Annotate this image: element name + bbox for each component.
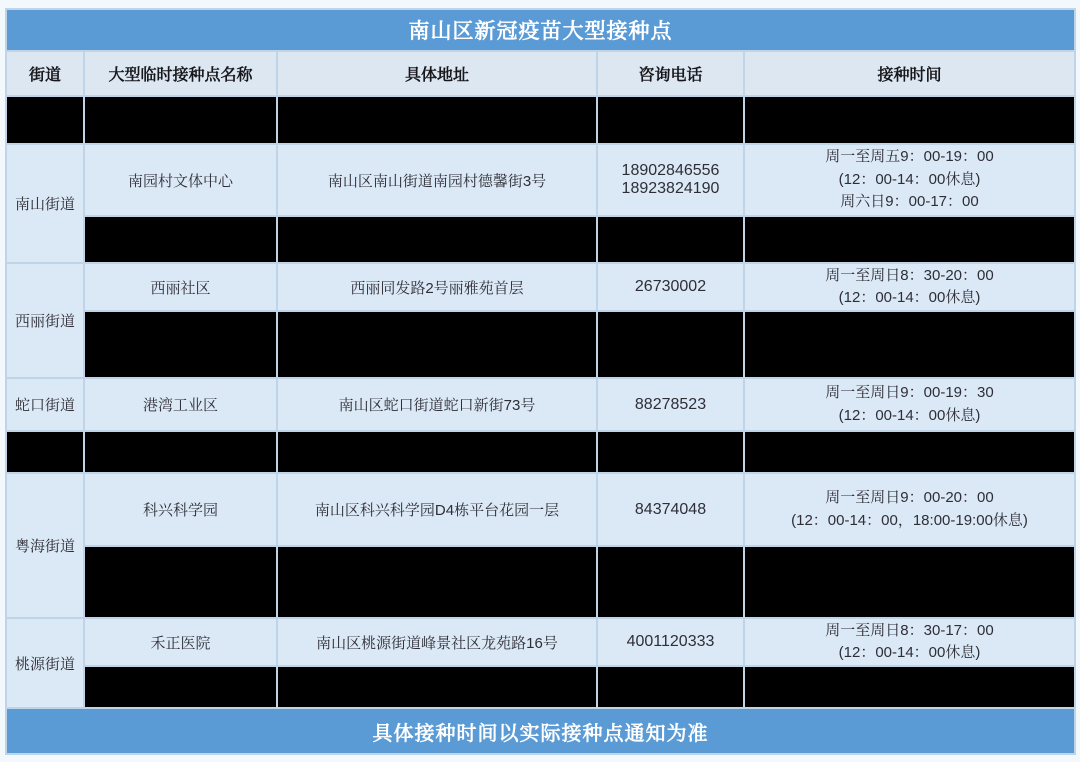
site-name-cell: 港湾工业区 xyxy=(84,378,277,431)
site-name-cell: 南园村文体中心 xyxy=(84,144,277,216)
time-line: (12：00-14：00，18:00-19:00休息) xyxy=(791,511,1028,529)
time-line: 周一至周日8：30-20：00 xyxy=(825,266,994,284)
phone-cell: 4001120333 xyxy=(597,618,744,666)
address-cell: 南山区蛇口街道蛇口新街73号 xyxy=(277,378,597,431)
column-header-time: 接种时间 xyxy=(744,51,1075,96)
site-name-cell: 西丽社区 xyxy=(84,263,277,311)
address-cell: 西丽同发路2号丽雅苑首层 xyxy=(277,263,597,311)
table-row-redacted xyxy=(6,666,1075,708)
site-name-cell: 禾正医院 xyxy=(84,618,277,666)
phone-cell xyxy=(597,144,744,216)
table-row xyxy=(6,378,1075,431)
address-cell: 南山区桃源街道峰景社区龙苑路16号 xyxy=(277,618,597,666)
street-cell: 蛇口街道 xyxy=(6,378,84,431)
redacted-cell xyxy=(277,216,597,263)
table-row xyxy=(6,473,1075,546)
redacted-cell xyxy=(84,216,277,263)
time-cell xyxy=(744,618,1075,666)
table-row xyxy=(6,618,1075,666)
street-cell: 西丽街道 xyxy=(6,263,84,378)
address-cell: 南山区南山街道南园村德馨街3号 xyxy=(277,144,597,216)
redacted-cell xyxy=(597,216,744,263)
phone-line: 18923824190 xyxy=(621,180,720,197)
phone-cell: 26730002 xyxy=(597,263,744,311)
column-header-site-name: 大型临时接种点名称 xyxy=(84,51,277,96)
redacted-cell xyxy=(597,311,744,378)
time-cell xyxy=(744,378,1075,431)
time-line: 周一至周日9：00-20：00 xyxy=(825,489,994,506)
footer-note: 具体接种时间以实际接种点通知为准 xyxy=(6,708,1075,754)
table-title: 南山区新冠疫苗大型接种点 xyxy=(6,9,1075,51)
street-cell: 桃源街道 xyxy=(6,618,84,708)
redacted-cell xyxy=(744,216,1075,263)
redacted-cell xyxy=(744,546,1075,618)
time-line: 周一至周日8：30-17：00 xyxy=(825,621,994,639)
phone-line: 18902846556 xyxy=(621,162,720,179)
time-line: (12：00-14：00休息) xyxy=(838,644,981,661)
phone-cell: 84374048 xyxy=(597,473,744,546)
redacted-cell xyxy=(597,546,744,618)
table-row xyxy=(6,144,1075,216)
redacted-cell xyxy=(277,546,597,618)
table-row-redacted xyxy=(6,431,1075,473)
redacted-cell xyxy=(744,96,1075,144)
table-row-redacted xyxy=(6,216,1075,263)
address-cell: 南山区科兴科学园D4栋平台花园一层 xyxy=(277,473,597,546)
time-cell xyxy=(744,263,1075,311)
redacted-cell xyxy=(597,666,744,708)
redacted-cell xyxy=(84,546,277,618)
redacted-cell xyxy=(84,311,277,378)
redacted-cell xyxy=(84,431,277,473)
time-line: (12：00-14：00休息) xyxy=(838,289,981,306)
redacted-cell xyxy=(6,431,84,473)
street-cell: 粤海街道 xyxy=(6,473,84,618)
column-header-address: 具体地址 xyxy=(277,51,597,96)
time-line: 周六日9：00-17：00 xyxy=(840,193,979,211)
column-header-street: 街道 xyxy=(6,51,84,96)
redacted-cell xyxy=(84,666,277,708)
redacted-cell xyxy=(277,96,597,144)
redacted-cell xyxy=(277,431,597,473)
column-header-phone: 咨询电话 xyxy=(597,51,744,96)
time-line: 周一至周日9：00-19：30 xyxy=(825,384,994,401)
vaccination-sites-table xyxy=(5,8,1076,755)
time-cell xyxy=(744,144,1075,216)
table-row-redacted xyxy=(6,546,1075,618)
site-name-cell: 科兴科学园 xyxy=(84,473,277,546)
phone-cell: 88278523 xyxy=(597,378,744,431)
time-line: (12：00-14：00休息) xyxy=(838,406,981,424)
time-line: (12：00-14：00休息) xyxy=(838,170,981,188)
table-row-redacted xyxy=(6,311,1075,378)
redacted-cell xyxy=(277,311,597,378)
redacted-cell xyxy=(744,666,1075,708)
redacted-cell xyxy=(744,431,1075,473)
redacted-cell xyxy=(744,311,1075,378)
redacted-cell xyxy=(597,431,744,473)
redacted-cell xyxy=(84,96,277,144)
redacted-cell xyxy=(277,666,597,708)
time-cell xyxy=(744,473,1075,546)
redacted-cell xyxy=(6,96,84,144)
street-cell: 南山街道 xyxy=(6,144,84,263)
redacted-cell xyxy=(597,96,744,144)
table-row-redacted xyxy=(6,96,1075,144)
table-row xyxy=(6,263,1075,311)
time-line: 周一至周五9：00-19：00 xyxy=(825,148,994,166)
